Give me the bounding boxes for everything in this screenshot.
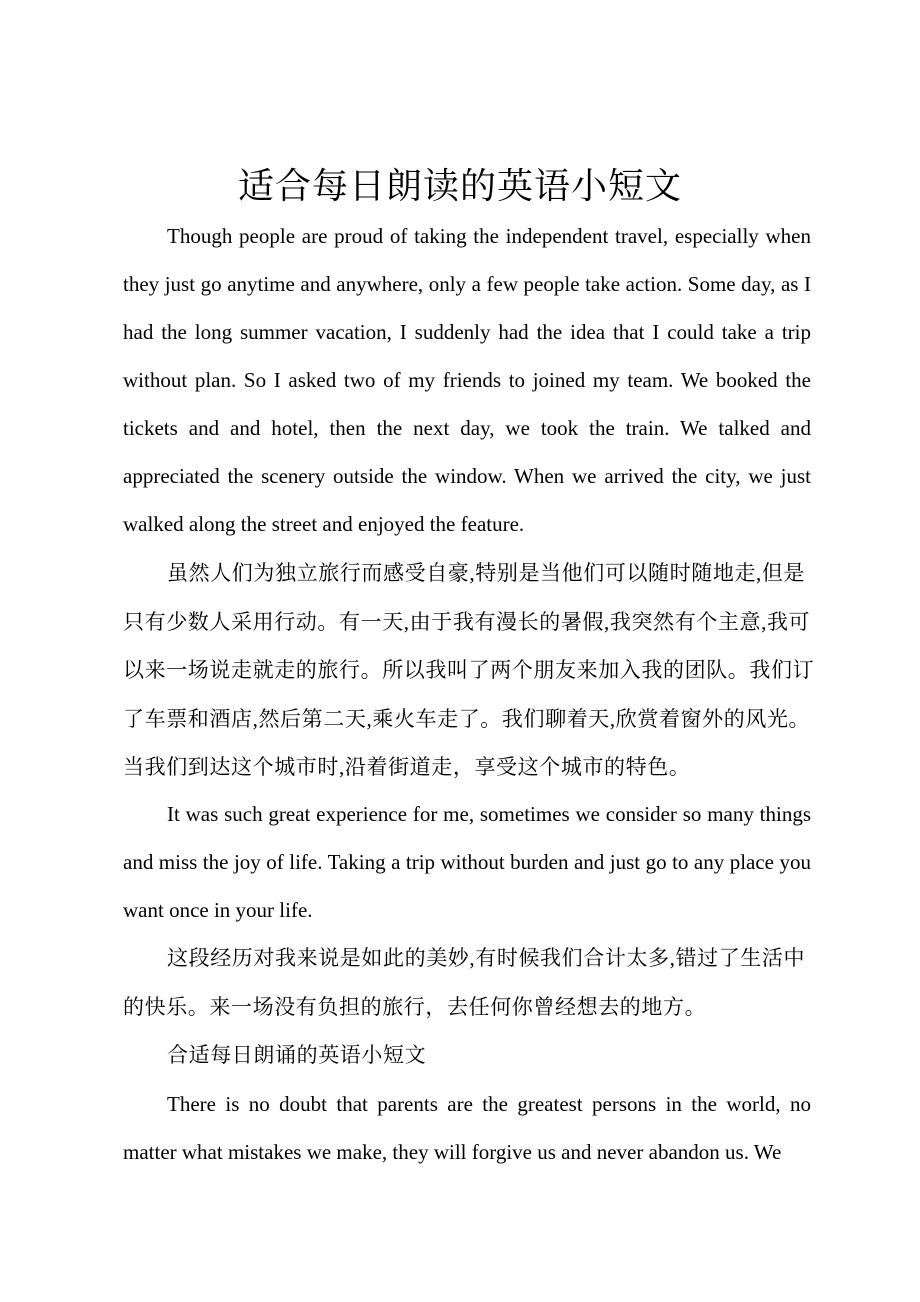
paragraph-english-3: There is no doubt that parents are the greatest persons in the world, no matter what mistakes we make, they will forgive us and never abandon us. We bbox=[123, 1092, 811, 1164]
section-heading: 合适每日朗诵的英语小短文 bbox=[167, 1043, 427, 1067]
document-title: 适合每日朗读的英语小短文 bbox=[237, 166, 682, 206]
paragraph-english-2: It was such great experience for me, sometimes we consider so many things and miss the joy of life. Taking a trip without burden and just go to any place you want once in your life. bbox=[123, 802, 811, 922]
paragraph-chinese-2: 这段经历对我来说是如此的美妙,有时候我们合计太多,错过了生活中的快乐。来一场没有负担的旅行，去任何你曾经想去的地方。 bbox=[123, 946, 806, 1019]
paragraph-chinese-1: 虽然人们为独立旅行而感受自豪,特别是当他们可以随时随地走,但是只有少数人采用行动。有一天,由于我有漫长的暑假,我突然有个主意,我可以来一场说走就走的旅行。所以我叫了两个朋友来加入我的团队。我们订了车票和酒店,然后第二天,乘火车走了。我们聊着天,欣赏着窗外的风光。当我们到达这个城市时,沿着街道走，享受这个城市的特色。 bbox=[123, 561, 815, 779]
paragraph-english-1: Though people are proud of taking the independent travel, especially when they just go anytime and anywhere, only a few people take action. Some day, as I had the long summer vacation, I suddenly had the idea that I could take a trip without plan. So I asked two of my friends to joined my team. We booked the tickets and and hotel, then the next day, we took the train. We talked and appreciated the scenery outside the window. When we arrived the city, we just walked along the street and enjoyed the feature. bbox=[123, 224, 811, 536]
